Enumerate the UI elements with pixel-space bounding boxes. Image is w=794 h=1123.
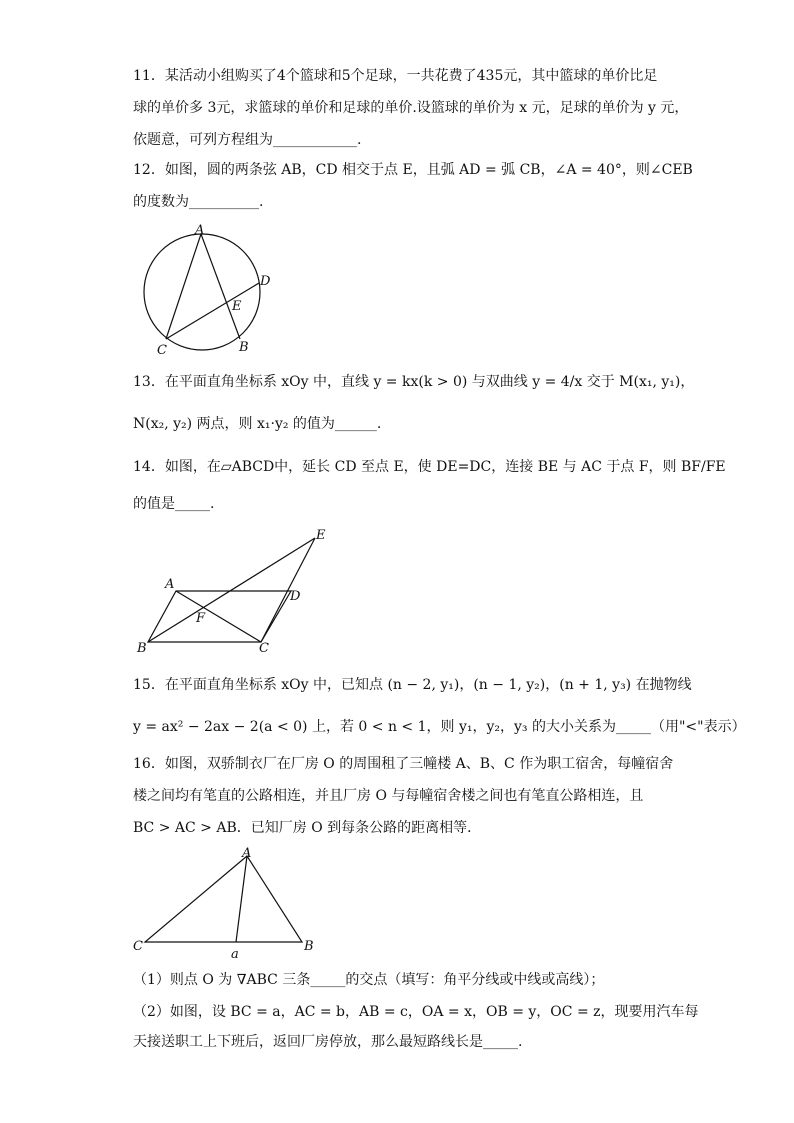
label-a: A <box>195 223 205 238</box>
q14-parallelogram-figure <box>130 525 330 660</box>
q13-line1: 13．在平面直角坐标系 xOy 中，直线 y = kx(k > 0) 与双曲线 y = 4/x 交于 M(x₁, y₁)， <box>133 374 695 390</box>
q16-part3: 天接送职工上下班后，返回厂房停放，那么最短路线长是_____. <box>133 1034 523 1050</box>
q14-line2: 的值是_____. <box>133 496 215 512</box>
label-a: A <box>242 846 252 861</box>
q16-part1: （1）则点 O 为 ∇ABC 三条_____的交点（填写：角平分线或中线或高线）； <box>133 972 605 988</box>
q13-line2: N(x₂, y₂) 两点，则 x₁·y₂ 的值为______. <box>133 416 382 432</box>
q11-line2: 球的单价多 3元，求篮球的单价和足球的单价.设篮球的单价为 x 元，足球的单价为 y 元， <box>133 100 689 116</box>
label-d: D <box>290 589 301 604</box>
label-d: D <box>260 274 271 289</box>
chord-ac <box>166 234 201 339</box>
q16-line2: 楼之间均有笔直的公路相连，并且厂房 O 与每幢宿舍楼之间也有笔直公路相连，且 <box>133 788 644 804</box>
q11-line1: 11．某活动小组购买了4个篮球和5个足球，一共花费了435元，其中篮球的单价比足 <box>133 68 658 84</box>
label-c: C <box>157 343 167 358</box>
q16-triangle-figure <box>130 842 330 964</box>
q12-circle-figure <box>135 220 285 360</box>
label-b: B <box>304 939 314 954</box>
label-c: C <box>259 641 269 656</box>
label-f: F <box>196 611 206 626</box>
q16-part2: （2）如图，设 BC = a，AC = b，AB = c，OA = x，OB = y，OC = z，现要用汽车每 <box>133 1004 699 1020</box>
label-c: C <box>133 939 143 954</box>
q12-line2: 的度数为__________. <box>133 194 264 210</box>
label-b: B <box>239 340 249 355</box>
chord-ab <box>201 234 240 339</box>
circle <box>144 234 260 350</box>
q16-line3: BC > AC > AB．已知厂房 O 到每条公路的距离相等． <box>133 820 482 836</box>
q15-line1: 15．在平面直角坐标系 xOy 中，已知点 (n − 2, y₁)，(n − 1, y₂)，(n + 1, y₃) 在抛物线 <box>133 677 692 693</box>
q14-line1: 14．如图，在▱ABCD中，延长 CD 至点 E，使 DE=DC，连接 BE 与 AC 于点 F，则 BF/FE <box>133 459 726 475</box>
q15-line2: y = ax² − 2ax − 2(a < 0) 上，若 0 < n < 1，则 y₁，y₂，y₃ 的大小关系为_____（用"<"表示） <box>133 719 746 735</box>
segment-from-a <box>236 856 247 942</box>
label-e: E <box>232 299 242 314</box>
label-b: B <box>137 641 147 656</box>
label-a-lower: a <box>231 947 239 962</box>
label-e: E <box>316 528 326 543</box>
triangle-abc <box>145 856 302 942</box>
q16-line1: 16．如图，双骄制衣厂在厂房 O 的周围租了三幢楼 A、B、C 作为职工宿舍，每幢宿舍 <box>133 756 674 772</box>
q12-line1: 12．如图，圆的两条弦 AB，CD 相交于点 E，且弧 AD = 弧 CB，∠A = 40°，则∠CEB <box>133 162 693 178</box>
q11-line3: 依题意，可列方程组为____________. <box>133 132 362 148</box>
segment-ce <box>261 538 315 642</box>
label-a: A <box>165 577 175 592</box>
